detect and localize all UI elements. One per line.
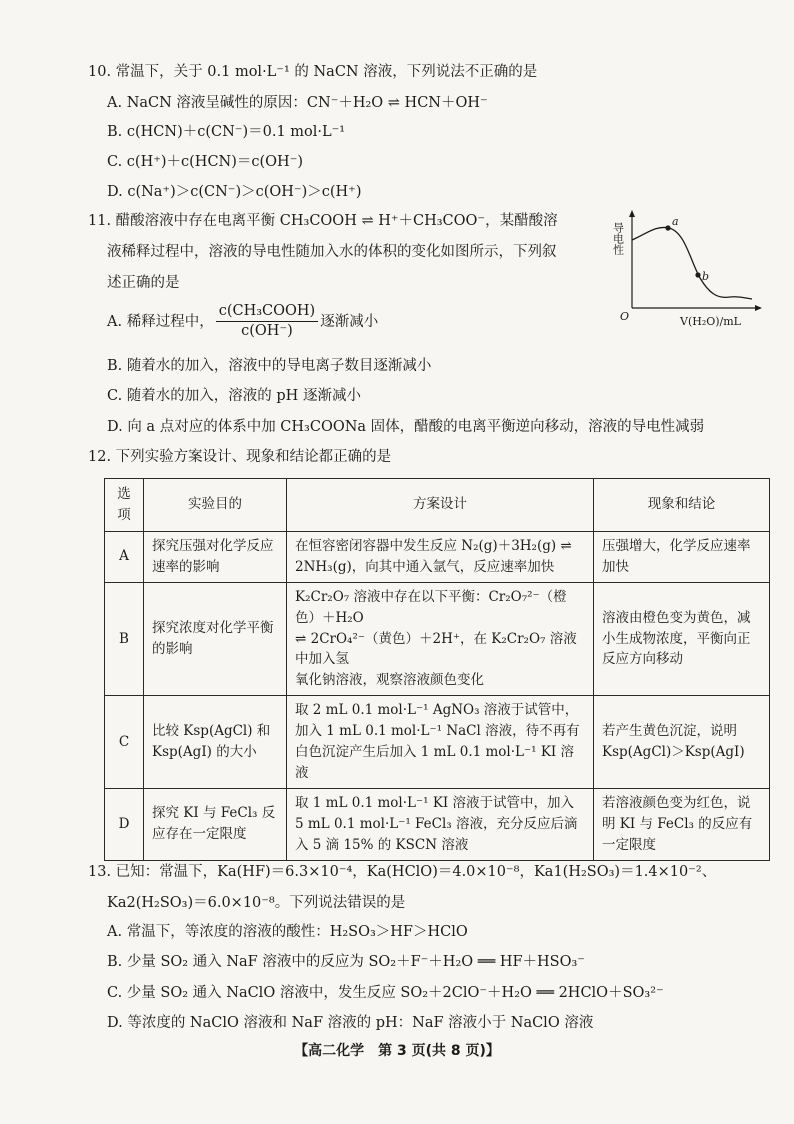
row-plan: 取 2 mL 0.1 mol·L⁻¹ AgNO₃ 溶液于试管中，加入 1 mL 0.1 mol·L⁻¹ NaCl 溶液，待不再有白色沉淀产生后加入 1 mL 0.1 mol·L⁻¹ KI 溶液 bbox=[287, 696, 594, 789]
q11-stem-line3: 述正确的是 bbox=[107, 275, 180, 291]
q10-option-a: A. NaCN 溶液呈碱性的原因：CN⁻＋H₂O ⇌ HCN＋OH⁻ bbox=[107, 95, 488, 111]
row-result: 若溶液颜色变为红色，说明 KI 与 FeCl₃ 的反应有一定限度 bbox=[594, 788, 770, 860]
q10-stem: 10. 常温下，关于 0.1 mol·L⁻¹ 的 NaCN 溶液，下列说法不正确的是 bbox=[88, 64, 538, 80]
x-axis-arrow bbox=[755, 305, 762, 311]
row-plan bbox=[287, 582, 594, 696]
row-result: 压强增大，化学反应速率加快 bbox=[594, 531, 770, 582]
header-plan: 方案设计 bbox=[287, 479, 594, 532]
row-aim: 比较 Ksp(AgCl) 和 Ksp(AgI) 的大小 bbox=[144, 696, 287, 789]
point-b-marker bbox=[695, 272, 700, 277]
q11-option-d: D. 向 a 点对应的体系中加 CH₃COONa 固体，醋酸的电离平衡逆向移动，溶液的导电性减弱 bbox=[107, 419, 705, 435]
table-row bbox=[105, 531, 770, 582]
row-aim: 探究 KI 与 FeCl₃ 反应存在一定限度 bbox=[144, 788, 287, 860]
table-row bbox=[105, 696, 770, 789]
row-option: C bbox=[105, 696, 144, 789]
q13-stem-line1: 13. 已知：常温下，Ka(HF)＝6.3×10⁻⁴，Ka(HClO)＝4.0×10⁻⁸，Ka1(H₂SO₃)＝1.4×10⁻²、 bbox=[88, 864, 717, 880]
row-plan-line: ⇌ 2CrO₄²⁻（黄色）＋2H⁺，在 K₂Cr₂O₇ 溶液中加入氢 bbox=[295, 630, 577, 668]
conductivity-graph bbox=[612, 208, 762, 333]
q13-option-d: D. 等浓度的 NaClO 溶液和 NaF 溶液的 pH：NaF 溶液小于 NaClO 溶液 bbox=[107, 1015, 594, 1031]
row-aim: 探究压强对化学反应速率的影响 bbox=[144, 531, 287, 582]
table-header-row bbox=[105, 479, 770, 532]
q10-option-b: B. c(HCN)＋c(CN⁻)＝0.1 mol·L⁻¹ bbox=[107, 124, 346, 140]
q13-stem-line2: Ka2(H₂SO₃)＝6.0×10⁻⁸。下列说法错误的是 bbox=[107, 895, 406, 911]
q11-option-a bbox=[107, 303, 378, 341]
y-axis-arrow bbox=[629, 210, 635, 217]
table-row bbox=[105, 788, 770, 860]
q12-stem: 12. 下列实验方案设计、现象和结论都正确的是 bbox=[88, 449, 392, 465]
page-footer: 【高二化学 第 3 页(共 8 页)】 bbox=[294, 1043, 500, 1059]
row-result: 溶液由橙色变为黄色，减小生成物浓度，平衡向正反应方向移动 bbox=[594, 582, 770, 696]
q13-option-a: A. 常温下，等浓度的溶液的酸性：H₂SO₃＞HF＞HClO bbox=[107, 924, 468, 940]
header-option: 选项 bbox=[105, 479, 144, 532]
table-row bbox=[105, 582, 770, 696]
point-a-label: a bbox=[672, 215, 679, 228]
q11-option-b: B. 随着水的加入，溶液中的导电离子数目逐渐减小 bbox=[107, 358, 432, 374]
row-plan: 在恒容密闭容器中发生反应 N₂(g)＋3H₂(g) ⇌ 2NH₃(g)，向其中通入氩气，反应速率加快 bbox=[287, 531, 594, 582]
fraction-numerator: c(CH₃COOH) bbox=[216, 303, 319, 322]
q11-stem-line2: 液稀释过程中，溶液的导电性随加入水的体积的变化如图所示，下列叙 bbox=[107, 244, 557, 260]
q10-option-c: C. c(H⁺)＋c(HCN)＝c(OH⁻) bbox=[107, 154, 304, 170]
q11-option-a-fraction bbox=[216, 303, 319, 341]
q11-option-c: C. 随着水的加入，溶液的 pH 逐渐减小 bbox=[107, 388, 361, 404]
row-plan-line: K₂Cr₂O₇ 溶液中存在以下平衡：Cr₂O₇²⁻（橙色）＋H₂O bbox=[295, 588, 567, 626]
row-option: B bbox=[105, 582, 144, 696]
row-plan-line: 氧化钠溶液，观察溶液颜色变化 bbox=[295, 672, 484, 689]
point-a-marker bbox=[665, 225, 670, 230]
q10-option-d: D. c(Na⁺)＞c(CN⁻)＞c(OH⁻)＞c(H⁺) bbox=[107, 184, 362, 200]
row-result: 若产生黄色沉淀，说明 Ksp(AgCl)＞Ksp(AgI) bbox=[594, 696, 770, 789]
row-option: A bbox=[105, 531, 144, 582]
q11-option-a-prefix: A. 稀释过程中， bbox=[107, 313, 214, 330]
q13-option-b: B. 少量 SO₂ 通入 NaF 溶液中的反应为 SO₂＋F⁻＋H₂O ══ HF＋HSO₃⁻ bbox=[107, 954, 585, 970]
point-b-label: b bbox=[702, 270, 710, 283]
row-plan: 取 1 mL 0.1 mol·L⁻¹ KI 溶液于试管中，加入 5 mL 0.1 mol·L⁻¹ FeCl₃ 溶液，充分反应后滴入 5 滴 15% 的 KSCN 溶液 bbox=[287, 788, 594, 860]
q13-option-c: C. 少量 SO₂ 通入 NaClO 溶液中，发生反应 SO₂＋2ClO⁻＋H₂O ══ 2HClO＋SO₃²⁻ bbox=[107, 985, 664, 1001]
experiment-table bbox=[104, 478, 770, 861]
origin-label: O bbox=[620, 310, 630, 323]
header-result: 现象和结论 bbox=[594, 479, 770, 532]
x-axis-label: V(H₂O)/mL bbox=[680, 315, 741, 328]
row-option: D bbox=[105, 788, 144, 860]
y-axis-label: 导电性 bbox=[612, 222, 625, 255]
fraction-denominator: c(OH⁻) bbox=[241, 323, 293, 340]
q11-stem-line1: 11. 醋酸溶液中存在电离平衡 CH₃COOH ⇌ H⁺＋CH₃COO⁻，某醋酸溶 bbox=[88, 213, 558, 229]
row-aim: 探究浓度对化学平衡的影响 bbox=[144, 582, 287, 696]
q11-option-a-suffix: 逐渐减小 bbox=[320, 313, 379, 330]
header-aim: 实验目的 bbox=[144, 479, 287, 532]
conductivity-curve bbox=[632, 227, 752, 299]
